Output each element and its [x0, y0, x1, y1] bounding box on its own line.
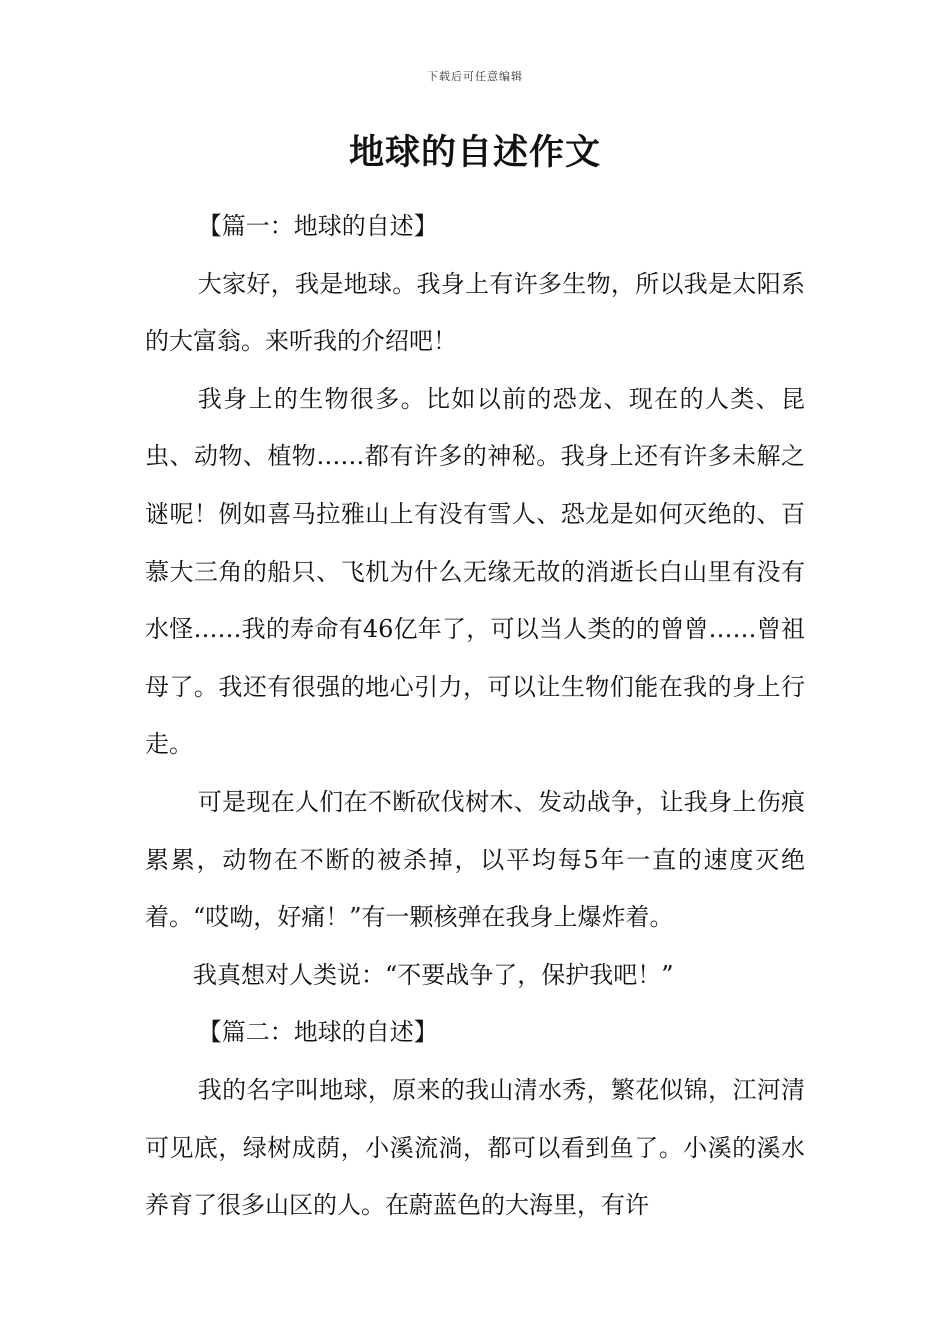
paragraph: 我真想对人类说：“不要战争了，保护我吧！”: [193, 960, 674, 989]
paragraph: 大家好，我是地球。我身上有许多生物，所以我是太阳系的大富翁。来听我的介绍吧！: [145, 269, 805, 356]
paragraph: 可是现在人们在不断砍伐树木、发动战争，让我身上伤痕累累，动物在不断的被杀掉，以平均每5年一直的速度灭绝着。“哎呦，好痛！”有一颗核弹在我身上爆炸着。: [145, 787, 805, 932]
document-title: 地球的自述作文: [348, 133, 601, 173]
document-body: [145, 198, 805, 1235]
paragraph: 我的名字叫地球，原来的我山清水秀，繁花似锦，江河清可见底，绿树成荫，小溪流淌，都可以看到鱼了。小溪的溪水养育了很多山区的人。在蔚蓝色的大海里，有许: [145, 1075, 805, 1220]
paragraph: 我身上的生物很多。比如以前的恐龙、现在的人类、昆虫、动物、植物……都有许多的神秘。我身上还有许多未解之谜呢！例如喜马拉雅山上有没有雪人、恐龙是如何灭绝的、百慕大三角的船只、飞机为什么无缘无故的消逝长白山里有没有水怪……我的寿命有46亿年了，可以当人类的的曾曾……曾祖母了。我还有很强的地心引力，可以让生物们能在我的身上行走。: [145, 384, 805, 759]
section-heading-2: 【篇二：地球的自述】: [197, 1018, 438, 1047]
section-heading-1: 【篇一：地球的自述】: [197, 212, 438, 240]
header-note: 下载后可任意编辑: [427, 70, 523, 83]
